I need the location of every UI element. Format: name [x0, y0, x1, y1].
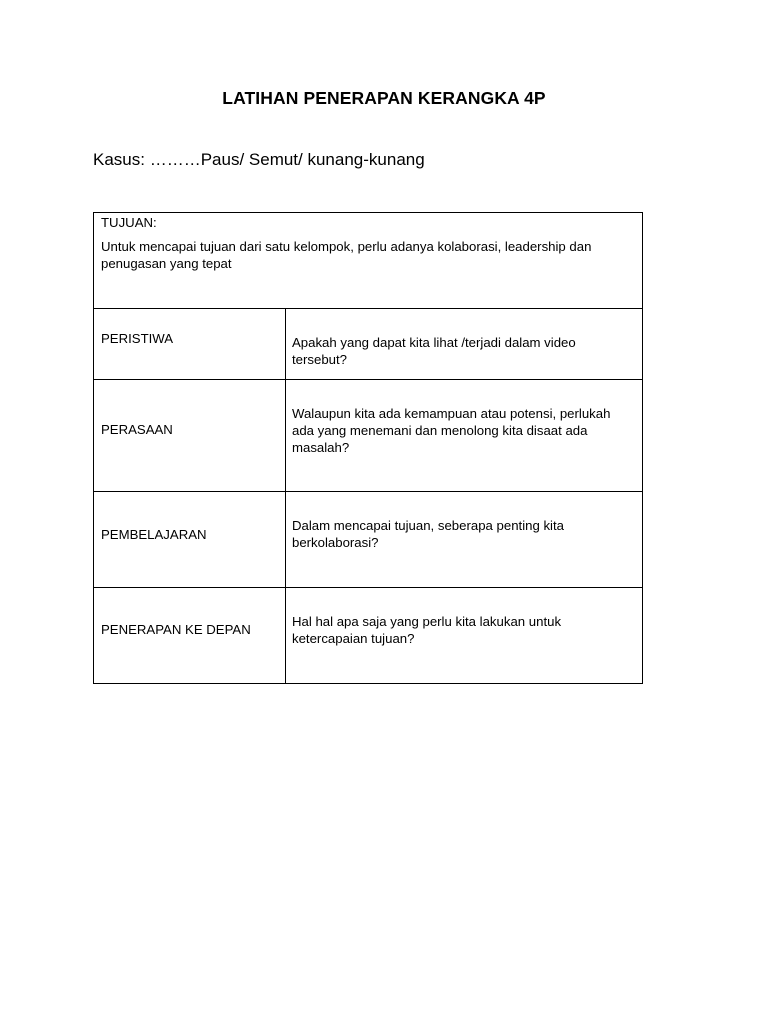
row-label-cell [94, 492, 286, 588]
row-label: PERISTIWA [101, 331, 174, 346]
row-question: Apakah yang dapat kita lihat /terjadi dalam video tersebut? [292, 335, 576, 367]
goal-text: Untuk mencapai tujuan dari satu kelompok, perlu adanya kolaborasi, leadership dan penugasan yang tepat [101, 239, 592, 271]
row-question: Hal hal apa saja yang perlu kita lakukan untuk ketercapaian tujuan? [292, 614, 562, 646]
case-label: Kasus: [93, 150, 150, 169]
goal-heading: TUJUAN: [101, 215, 157, 230]
document-title: LATIHAN PENERAPAN KERANGKA 4P [222, 88, 546, 108]
row-label: PEMBELAJARAN [101, 527, 207, 542]
case-line [93, 150, 425, 170]
framework-table [93, 212, 643, 684]
row-label-cell [94, 380, 286, 492]
table-row [94, 492, 643, 588]
goal-cell [94, 213, 643, 309]
row-question-cell [286, 309, 643, 380]
table-row [94, 380, 643, 492]
row-label-cell [94, 588, 286, 684]
row-question: Dalam mencapai tujuan, seberapa penting kita berkolaborasi? [292, 518, 564, 550]
table-row [94, 588, 643, 684]
row-label: PENERAPAN KE DEPAN [101, 622, 251, 637]
row-question-cell [286, 380, 643, 492]
goal-row [94, 213, 643, 309]
row-question-cell [286, 588, 643, 684]
row-label-cell [94, 309, 286, 380]
row-question-cell [286, 492, 643, 588]
row-question: Walaupun kita ada kemampuan atau potensi, perlukah ada yang menemani dan menolong kita disaat ada masalah? [292, 406, 611, 455]
row-label: PERASAAN [101, 422, 173, 437]
table-row [94, 309, 643, 380]
case-value: ………Paus/ Semut/ kunang-kunang [149, 150, 425, 169]
